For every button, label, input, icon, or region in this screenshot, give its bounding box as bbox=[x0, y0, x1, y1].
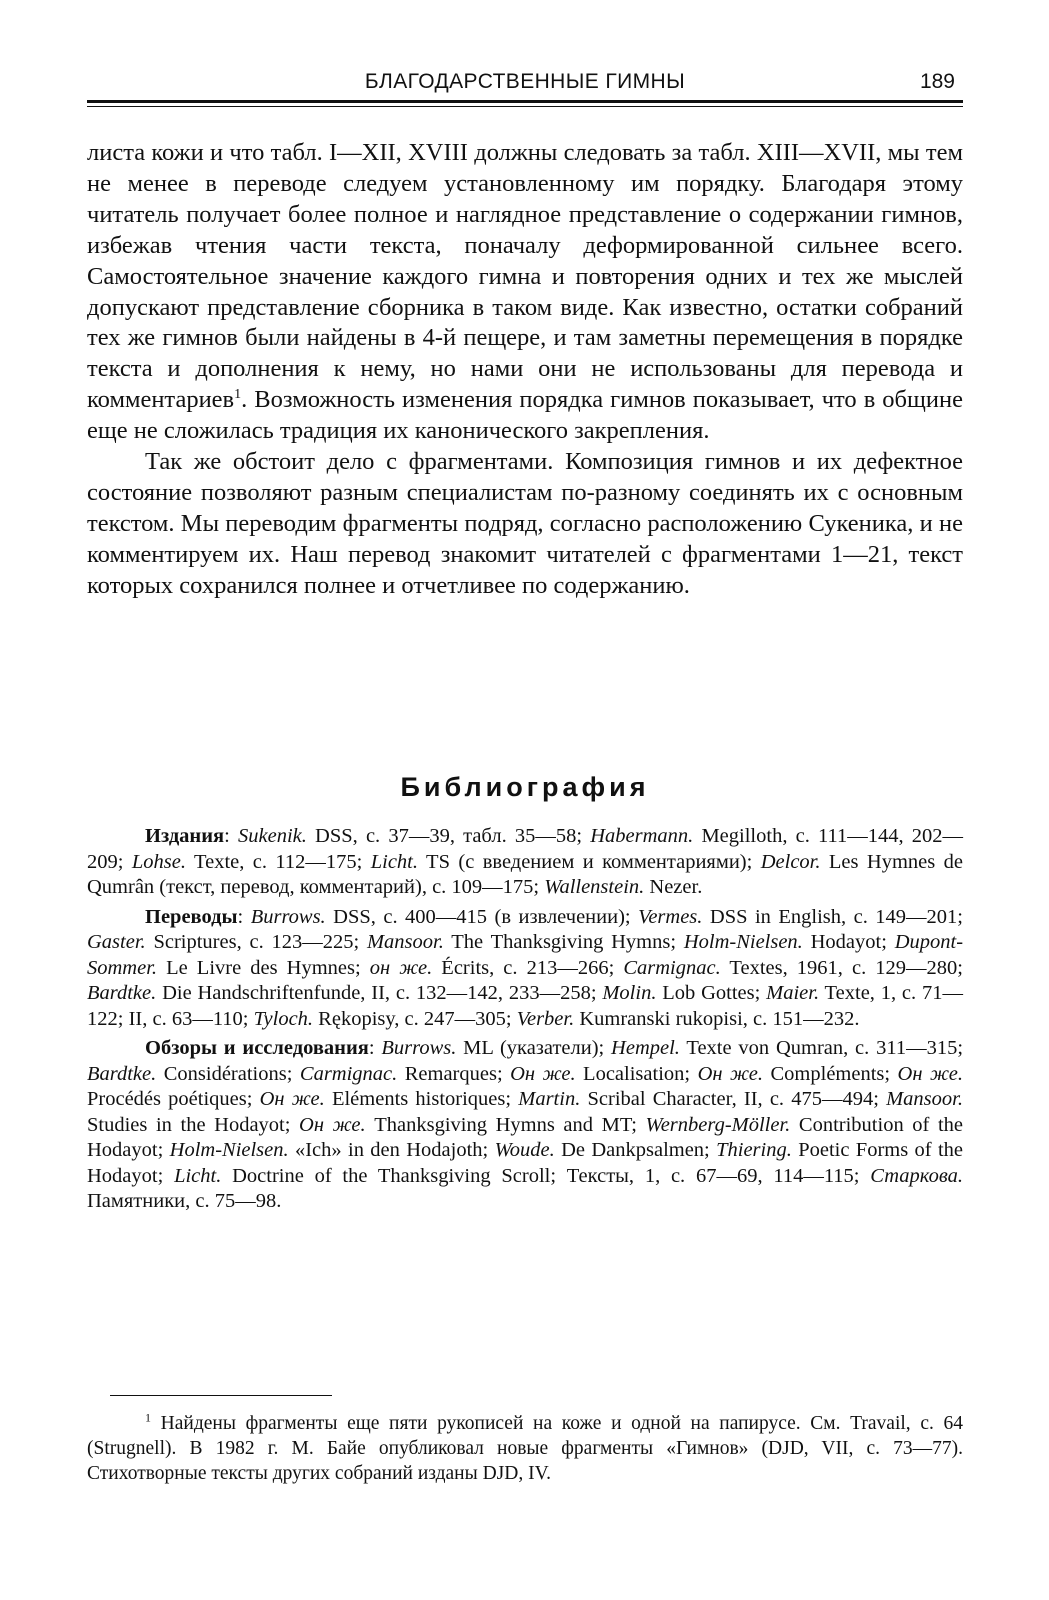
bib-text: Die Handschriftenfunde, II, с. 132—142, 233—258; bbox=[156, 982, 603, 1004]
bib-reviews-head: Обзоры и исследования bbox=[145, 1037, 369, 1059]
bib-author: Он же. bbox=[897, 1062, 964, 1085]
bib-author: Burrows. bbox=[250, 905, 326, 928]
bib-text: DSS, с. 400—415 (в извлечении); bbox=[325, 905, 639, 928]
bib-text: Écrits, с. 213—266; bbox=[432, 956, 624, 979]
paragraph-1-text: листа кожи и что табл. I—XII, XVIII должны следовать за табл. XIII—XVII, мы тем не менее в переводе следуем установленному им порядку. Благодаря этому читатель получает более полное и наглядное представление о содержании гимнов, избежав чтения части текста, поначалу деформированной сильнее всего. Самостоятельное значение каждого гимна и повторения одних и тех же мыслей допускают представление сборника в таком виде. Как известно, остатки собраний тех же гимнов были найдены в 4-й пещере, и там заметны перемещения в порядке текста и дополнения к нему, но нами они не использованы для перевода и комментариев bbox=[87, 139, 963, 414]
bib-author: Martin. bbox=[518, 1088, 581, 1110]
bib-text: Thanksgiving Hymns and MT; bbox=[365, 1113, 646, 1136]
bib-author: Molin. bbox=[602, 982, 657, 1004]
bib-author: Dupont-Sommer. bbox=[87, 931, 964, 979]
bib-author: Mansoor. bbox=[886, 1088, 963, 1110]
bib-text: De Dankpsalmen; bbox=[554, 1139, 717, 1161]
bib-author: Verber. bbox=[516, 1007, 575, 1030]
bib-author: Licht. bbox=[174, 1164, 222, 1187]
bib-text: Poetic Forms of the Hodayot; bbox=[87, 1139, 963, 1187]
bib-author: Bardtke. bbox=[87, 982, 157, 1004]
bib-text: Texte von Qumran, с. 311—315; bbox=[679, 1037, 964, 1059]
bib-text: Lob Gottes; bbox=[656, 982, 767, 1004]
paragraph-2: Так же обстоит дело с фрагментами. Композиция гимнов и их дефектное состояние позволяют разным специалистам по-разному соединять их с основным текстом. Мы переводим фрагменты подряд, согласно расположению Сукеника, и не комментируем их. Наш перевод знакомит читателей с фрагментами 1—21, текст которых сохранился полнее и отчетливее по содержанию. bbox=[87, 448, 963, 599]
bib-author: Thiering. bbox=[716, 1139, 792, 1161]
bib-text: Hodayot; bbox=[802, 931, 895, 953]
bib-text: Scriptures, с. 123—225; bbox=[145, 931, 367, 953]
bib-editions: Издания: Sukenik. DSS, с. 37—39, табл. 35—58; Habermann. Megilloth, с. 111—144, 202—209; Lohse. Texte, с. 112—175; Licht. TS (с введением и комментариями); Delcor. Les Hymnes de Qumrân (текст, перевод, комментарий), с. 109—175; Wallenstein. Nezer. bbox=[87, 825, 964, 898]
bib-translations-head: Переводы bbox=[145, 905, 238, 928]
bib-translations: Переводы: Burrows. DSS, с. 400—415 (в извлечении); Vermes. DSS in English, с. 149—201; Gaster. Scriptures, с. 123—225; Mansoor. The Thanksgiving Hymns; Holm-Nielsen. Hodayot; Dupont-Sommer. Le Livre des Hymnes; он же. Écrits, с. 213—266; Carmignac. Textes, 1961, с. 129—280; Bardtke. Die Handschriftenfunde, II, с. 132—142, 233—258; Molin. Lob Gottes; Maier. Texte, 1, с. 71—122; II, с. 63—110; Tyloch. Rękopisy, с. 247—305; Verber. Kumranski rukopisi, с. 151—232. bbox=[87, 905, 964, 1030]
bib-text: Considérations; bbox=[156, 1062, 300, 1085]
bib-text: Doctrine of the Thanksgiving Scroll; Тексты, 1, с. 67—69, 114—115; bbox=[221, 1164, 871, 1187]
bib-text: Remarques; bbox=[397, 1062, 511, 1085]
bib-author: Tyloch. bbox=[253, 1007, 314, 1030]
footnote bbox=[87, 1411, 963, 1486]
bib-text: The Thanksgiving Hymns; bbox=[443, 931, 684, 953]
bib-author: Vermes. bbox=[638, 905, 703, 928]
bib-text: Les Hymnes de Qumrân (текст, перевод, комментарий), с. 109—175; bbox=[87, 850, 963, 898]
bib-author: Gaster. bbox=[87, 931, 146, 953]
header-rule bbox=[87, 100, 963, 103]
bib-text: Compléments; bbox=[763, 1062, 898, 1085]
bib-author: Carmignac. bbox=[623, 956, 721, 979]
bib-author: Wernberg-Möller. bbox=[645, 1113, 791, 1136]
bib-author: Старкова. bbox=[870, 1164, 963, 1187]
footnote-ref: 1 bbox=[234, 387, 242, 403]
bib-author: Delcor. bbox=[760, 850, 821, 873]
bib-text: DSS, с. 37—39, табл. 35—58; bbox=[306, 825, 591, 847]
bib-text: Kumranski rukopisi, с. 151—232. bbox=[574, 1007, 860, 1030]
bib-author: Он же. bbox=[697, 1062, 764, 1085]
bib-text: Megilloth, с. 111—144, 202—209; bbox=[87, 825, 964, 873]
page-number: 189 bbox=[919, 70, 955, 93]
bib-text: Rękopisy, с. 247—305; bbox=[313, 1007, 517, 1030]
bib-text: Studies in the Hodayot; bbox=[87, 1113, 300, 1136]
bib-author: Burrows. bbox=[381, 1037, 457, 1059]
bib-text: Nezer. bbox=[644, 876, 703, 898]
bib-author: Он же. bbox=[259, 1088, 325, 1110]
bib-author: Он же. bbox=[510, 1062, 576, 1085]
paragraph-1-text-cont: . Возможность изменения порядка гимнов показывает, что в общине еще не сложилась традиция их канонического закрепления. bbox=[87, 386, 963, 445]
bib-text: Contribution of the Hodayot; bbox=[87, 1113, 964, 1161]
bib-text: Texte, с. 112—175; bbox=[185, 850, 371, 873]
bib-text: ML (указатели); bbox=[456, 1037, 612, 1059]
bib-text: Texte, 1, с. 71—122; II, с. 63—110; bbox=[87, 982, 963, 1030]
bib-author: Holm-Nielsen. bbox=[683, 931, 803, 953]
bib-text: «Ich» in den Hodajoth; bbox=[288, 1139, 495, 1161]
footnote-marker: 1 bbox=[145, 1410, 151, 1425]
footnote-text: Найдены фрагменты еще пяти рукописей на коже и одной на папирусе. См. Travail, с. 64 (Strugnell). В 1982 г. М. Байе опубликовал новые фрагменты «Гимнов» (DJD, VII, с. 73—77). Стихотворные тексты других собраний изданы DJD, IV. bbox=[87, 1413, 963, 1484]
bib-text: TS (с введением и комментариями); bbox=[418, 850, 761, 873]
bib-author: Bardtke. bbox=[87, 1062, 157, 1085]
bib-author: Wallenstein. bbox=[544, 876, 645, 898]
bib-author: Holm-Nielsen. bbox=[169, 1139, 289, 1161]
bib-text: Le Livre des Hymnes; bbox=[157, 956, 370, 979]
bib-reviews: Обзоры и исследования: Burrows. ML (указатели); Hempel. Texte von Qumran, с. 311—315; Bardtke. Considérations; Carmignac. Remarques; Он же. Localisation; Он же. Compléments; Он же. Procédés poétiques; Он же. Eléments historiques; Martin. Scribal Character, II, с. 475—494; Mansoor. Studies in the Hodayot; Он же. Thanksgiving Hymns and MT; Wernberg-Möller. Contribution of the Hodayot; Holm-Nielsen. «Ich» in den Hodajoth; Woude. De Dankpsalmen; Thiering. Poetic Forms of the Hodayot; Licht. Doctrine of the Thanksgiving Scroll; Тексты, 1, с. 67—69, 114—115; Старкова. Памятники, с. 75—98. bbox=[87, 1037, 964, 1212]
section-title: Библиография bbox=[400, 772, 650, 802]
bib-text: Eléments historiques; bbox=[324, 1088, 519, 1110]
main-text bbox=[87, 138, 963, 602]
bib-author: Он же. bbox=[299, 1113, 366, 1136]
footnote-rule bbox=[110, 1395, 332, 1396]
bib-author: Woude. bbox=[494, 1139, 555, 1161]
bibliography bbox=[87, 824, 963, 1215]
running-header bbox=[87, 70, 963, 102]
bib-text: Памятники, с. 75—98. bbox=[87, 1190, 282, 1212]
header-rule-thin bbox=[87, 106, 963, 107]
bib-author: он же. bbox=[369, 956, 433, 979]
bib-text: DSS in English, с. 149—201; bbox=[702, 905, 963, 928]
bib-author: Carmignac. bbox=[299, 1062, 398, 1085]
paragraph-1 bbox=[87, 138, 963, 447]
running-title: БЛАГОДАРСТВЕННЫЕ ГИМНЫ bbox=[364, 70, 686, 93]
bib-author: Mansoor. bbox=[366, 931, 444, 953]
bib-text: Textes, 1961, с. 129—280; bbox=[720, 956, 963, 979]
bib-author: Sukenik. bbox=[238, 825, 307, 847]
bib-text: Scribal Character, II, с. 475—494; bbox=[580, 1088, 887, 1110]
bib-author: Licht. bbox=[370, 850, 419, 873]
bib-author: Habermann. bbox=[590, 825, 694, 847]
bib-author: Hempel. bbox=[611, 1037, 680, 1059]
bib-editions-head: Издания bbox=[145, 825, 225, 847]
bib-author: Lohse. bbox=[131, 850, 186, 873]
bib-text: Localisation; bbox=[575, 1062, 698, 1085]
bib-author: Maier. bbox=[766, 982, 820, 1004]
bib-text: Procédés poétiques; bbox=[87, 1088, 260, 1110]
